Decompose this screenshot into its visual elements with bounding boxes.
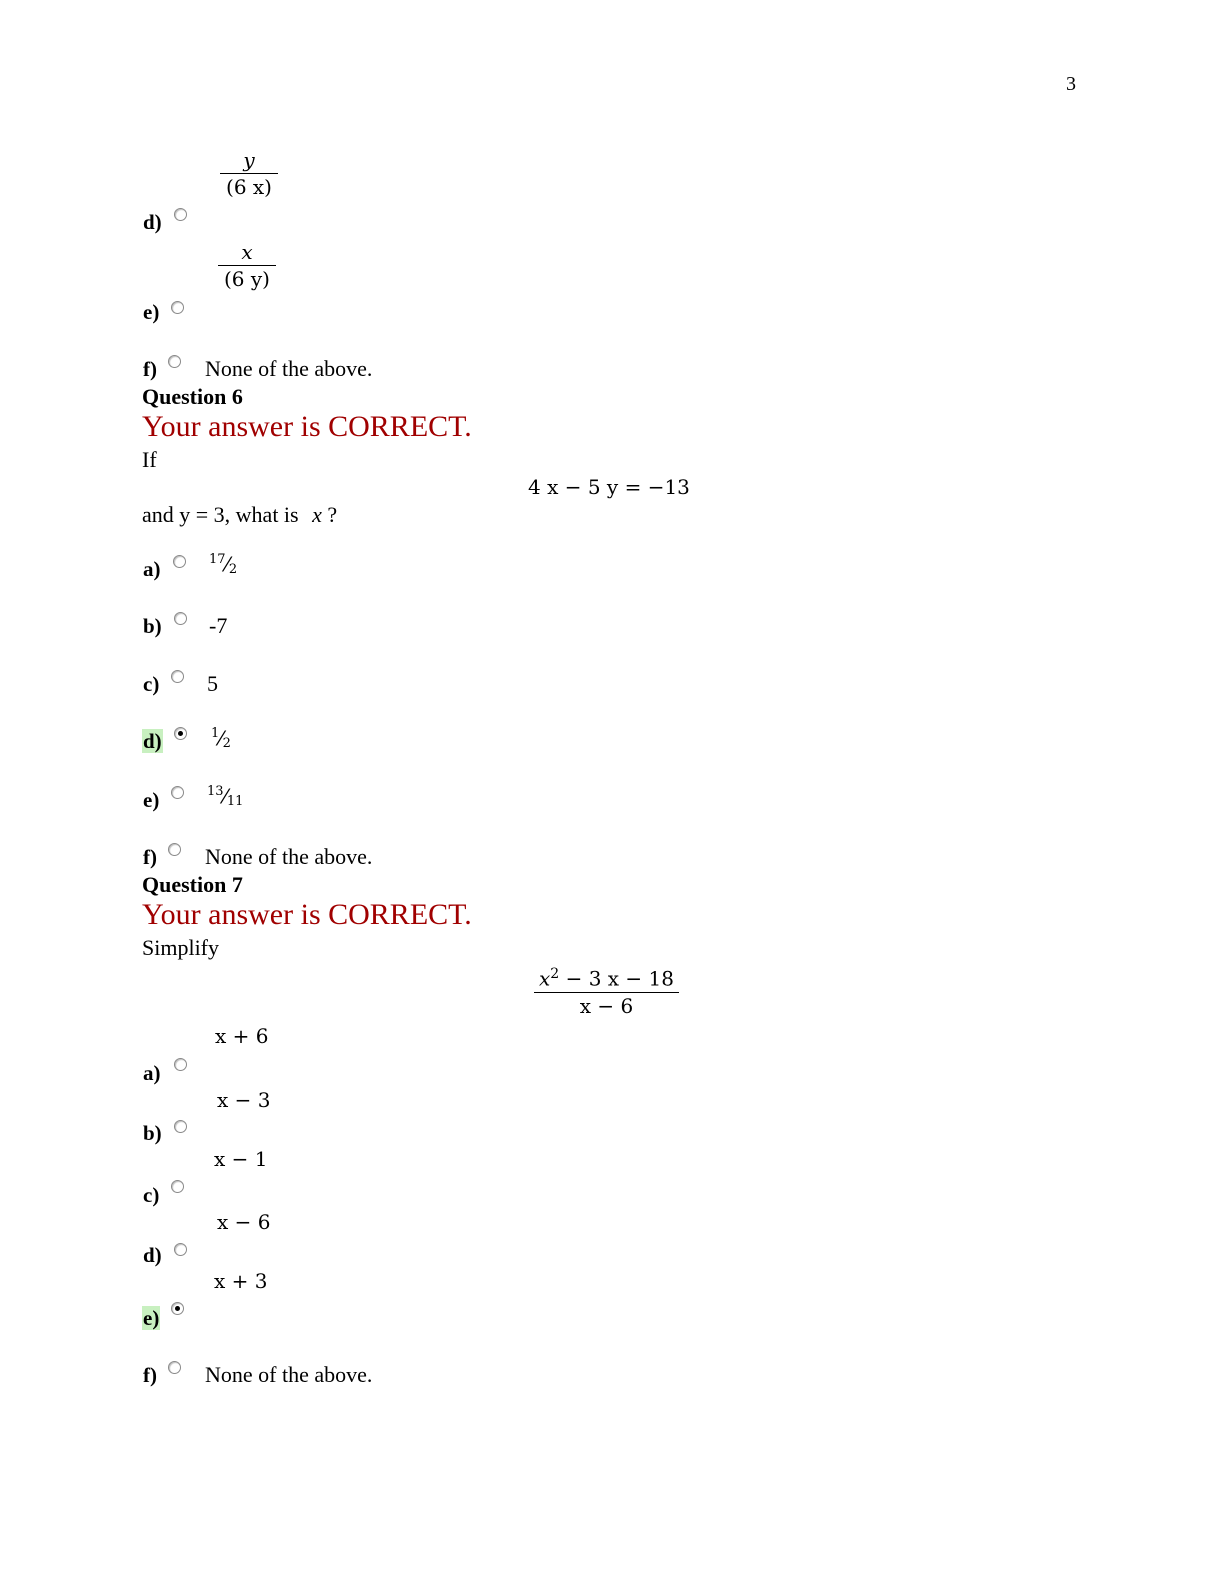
q7-option-f-text: None of the above. (205, 1362, 373, 1387)
q6-question-mark: ? (327, 502, 338, 527)
q7-option-e-expr: x + 3 (214, 1269, 268, 1293)
numerator-exponent: 2 (550, 966, 560, 982)
numerator-base: x (539, 966, 551, 991)
q7-prompt: Simplify (142, 935, 220, 960)
fraction-numerator: 1 (211, 726, 220, 741)
q6-prompt-text: and y = 3, what is (142, 502, 299, 527)
q6-option-a-value: $^{17}⁄_2$ (209, 552, 238, 577)
q7-option-e-radio[interactable] (171, 1302, 184, 1315)
fraction-numerator: x (241, 240, 253, 264)
q6-title: Question 6 (142, 384, 243, 409)
q7-option-b-label: b) (143, 1121, 162, 1145)
q7-option-d-expr: x − 6 (217, 1210, 271, 1234)
fraction-numerator (534, 962, 679, 991)
q7-status: Your answer is CORRECT. (142, 898, 472, 931)
q7-option-a-label: a) (143, 1061, 161, 1085)
q6-option-f-radio[interactable] (168, 843, 181, 856)
q5-option-f-radio[interactable] (168, 355, 181, 368)
q6-option-e-value: $^{13}⁄_{11}$ (207, 784, 244, 809)
q7-option-a-radio[interactable] (174, 1058, 187, 1071)
q7-option-f-label: f) (143, 1363, 157, 1387)
q7-option-c-expr: x − 1 (214, 1147, 268, 1171)
q7-option-f-radio[interactable] (168, 1361, 181, 1374)
q6-option-b-radio[interactable] (174, 612, 187, 625)
q6-option-d-radio[interactable] (174, 727, 187, 740)
q6-option-f-text: None of the above. (205, 844, 373, 869)
numerator-rest: − 3 x − 18 (559, 966, 674, 991)
q6-status: Your answer is CORRECT. (142, 410, 472, 443)
q6-option-a-label: a) (143, 557, 161, 581)
q6-option-f-label: f) (143, 845, 157, 869)
option-e-fraction (218, 240, 276, 291)
q7-option-e-label: e) (143, 1306, 160, 1330)
q7-expression (534, 962, 679, 1018)
q7-option-c-label: c) (143, 1183, 160, 1207)
q6-option-b-label: b) (143, 614, 162, 638)
q6-option-a-radio[interactable] (173, 555, 186, 568)
page-number: 3 (1066, 73, 1076, 95)
fraction-denominator: 2 (222, 736, 231, 751)
q6-variable: x (312, 502, 322, 527)
q6-option-b-text: -7 (209, 613, 228, 638)
fraction-numerator: 17 (209, 552, 226, 567)
q7-option-b-expr: x − 3 (217, 1088, 271, 1112)
fraction-numerator: y (243, 148, 255, 172)
q5-option-f-label: f) (143, 357, 157, 381)
fraction-denominator: 2 (228, 562, 238, 577)
fraction-denominator: x − 6 (579, 993, 634, 1018)
fraction-denominator: (6 y) (224, 267, 270, 291)
q6-option-e-label: e) (143, 788, 160, 812)
q7-option-c-radio[interactable] (171, 1180, 184, 1193)
q6-equation: 4 x − 5 y = −13 (528, 475, 690, 499)
q6-option-c-text: 5 (207, 671, 218, 696)
q7-title: Question 7 (142, 872, 243, 897)
fraction-numerator: 13 (207, 784, 224, 799)
q6-prompt-if: If (142, 447, 157, 472)
q6-option-c-label: c) (143, 672, 160, 696)
q7-option-d-radio[interactable] (174, 1243, 187, 1256)
q7-option-b-radio[interactable] (174, 1120, 187, 1133)
q6-option-d-value: $^1⁄_2$ (211, 726, 231, 751)
q5-option-e-label: e) (143, 300, 160, 324)
q6-prompt (142, 502, 337, 528)
fraction-denominator: 11 (226, 794, 244, 809)
q7-option-a-expr: x + 6 (215, 1024, 269, 1048)
q6-option-e-radio[interactable] (171, 786, 184, 799)
q6-option-c-radio[interactable] (171, 670, 184, 683)
q5-option-d-radio[interactable] (174, 208, 187, 221)
q6-option-d-label: d) (143, 729, 162, 753)
option-d-fraction (220, 148, 278, 199)
q5-option-e-radio[interactable] (171, 301, 184, 314)
q7-option-d-label: d) (143, 1243, 162, 1267)
fraction-denominator: (6 x) (226, 175, 272, 199)
q5-option-d-label: d) (143, 210, 162, 234)
q5-option-f-text: None of the above. (205, 356, 373, 381)
